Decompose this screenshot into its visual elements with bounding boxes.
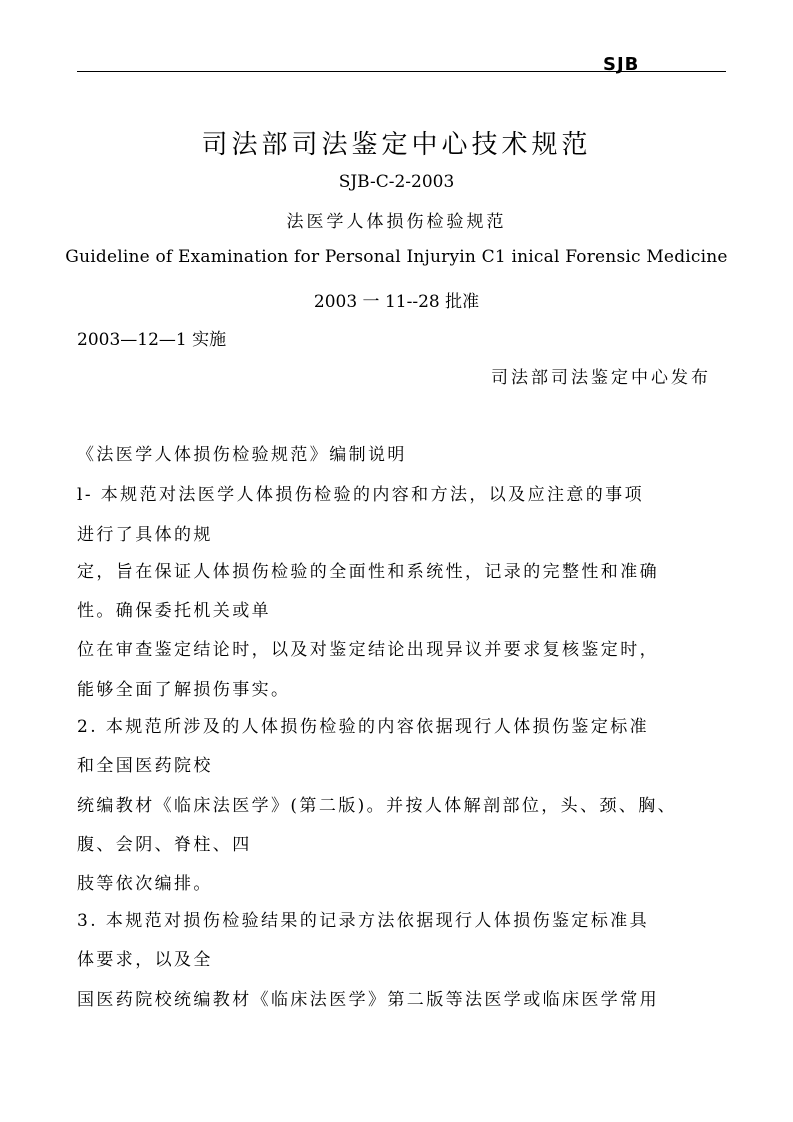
header-code: SJB — [603, 54, 640, 75]
document-subtitle: 法医学人体损伤检验规范 — [286, 212, 507, 232]
body-line: 进行了具体的规 — [77, 525, 213, 545]
body-line: 肢等依次编排。 — [77, 874, 213, 894]
document-title: 司法部司法鉴定中心技术规范 — [201, 130, 592, 160]
body-line: 位在审查鉴定结论时，以及对鉴定结论出现异议并要求复核鉴定时， — [77, 640, 659, 660]
body-line: 定，旨在保证人体损伤检验的全面性和系统性，记录的完整性和准确 — [77, 562, 659, 582]
header-rule — [77, 71, 726, 72]
body-line: 性。确保委托机关或单 — [77, 601, 271, 621]
body-line: 腹、会阴、脊柱、四 — [77, 835, 252, 855]
implementation-date: 2003—12—1 实施 — [77, 330, 227, 350]
body-line: 国医药院校统编教材《临床法医学》第二版等法医学或临床医学常用 — [77, 990, 659, 1010]
body-line: 能够全面了解损伤事实。 — [77, 680, 291, 700]
approval-date: 2003 一 11--28 批准 — [313, 292, 480, 312]
standard-number: SJB-C-2-2003 — [338, 172, 455, 192]
body-line: 体要求，以及全 — [77, 950, 213, 970]
body-line: 2. 本规范所涉及的人体损伤检验的内容依据现行人体损伤鉴定标准 — [77, 717, 650, 737]
body-line: 3. 本规范对损伤检验结果的记录方法依据现行人体损伤鉴定标准具 — [77, 911, 650, 931]
body-line: l- 本规范对法医学人体损伤检验的内容和方法，以及应注意的事项 — [77, 485, 644, 505]
body-line: 统编教材《临床法医学》(第二版)。并按人体解剖部位，头、颈、胸、 — [77, 796, 678, 816]
english-title: Guideline of Examination for Personal Injuryin C1 inical Forensic Medicine — [65, 247, 728, 267]
body-line: 《法医学人体损伤检验规范》编制说明 — [77, 445, 407, 465]
publisher: 司法部司法鉴定中心发布 — [491, 368, 711, 388]
body-line: 和全国医药院校 — [77, 756, 213, 776]
